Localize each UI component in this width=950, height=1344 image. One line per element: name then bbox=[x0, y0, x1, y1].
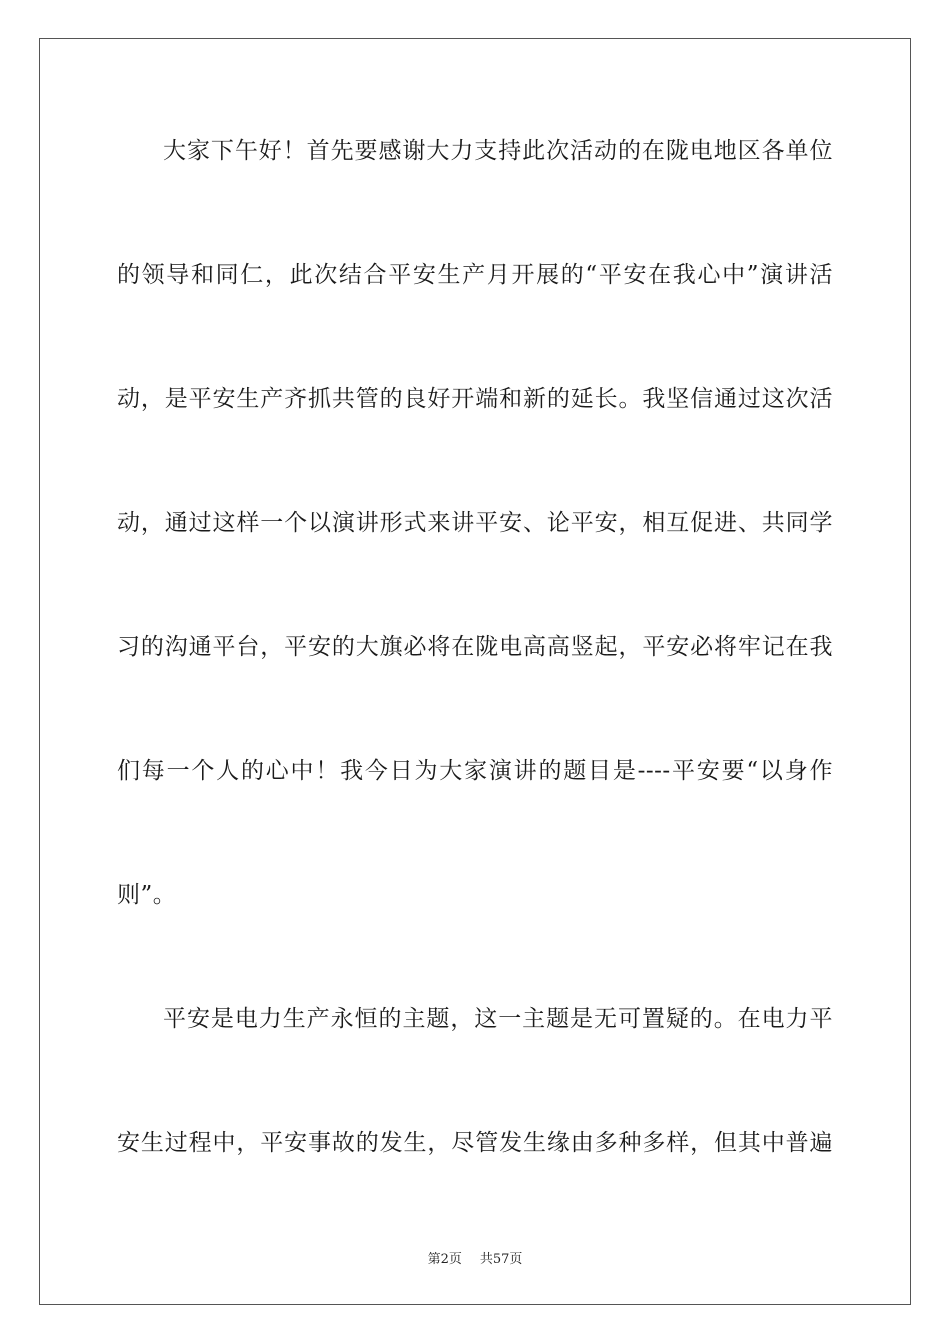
page-border bbox=[39, 38, 911, 1305]
paragraph-1-line-1: 大家下午好！首先要感谢大力支持此次活动的在陇电地区各单位 bbox=[163, 138, 833, 164]
paragraph-1-line-6: 们每一个人的心中！我今日为大家演讲的题目是----平安要“以身作 bbox=[117, 758, 833, 784]
paragraph-2-line-1: 平安是电力生产永恒的主题，这一主题是无可置疑的。在电力平 bbox=[163, 1006, 833, 1032]
page-footer bbox=[0, 1248, 950, 1267]
total-page-count: 共57页 bbox=[479, 1252, 523, 1267]
current-page-number: 第2页 bbox=[427, 1252, 462, 1267]
paragraph-1-line-3: 动，是平安生产齐抓共管的良好开端和新的延长。我坚信通过这次活 bbox=[117, 386, 833, 412]
paragraph-2-line-2: 安生过程中，平安事故的发生，尽管发生缘由多种多样，但其中普遍 bbox=[117, 1130, 833, 1156]
paragraph-1-line-4: 动，通过这样一个以演讲形式来讲平安、论平安，相互促进、共同学 bbox=[117, 510, 833, 536]
paragraph-1-line-5: 习的沟通平台，平安的大旗必将在陇电高高竖起，平安必将牢记在我 bbox=[117, 634, 833, 660]
paragraph-1-line-7: 则”。 bbox=[117, 882, 177, 908]
paragraph-1-line-2: 的领导和同仁，此次结合平安生产月开展的“平安在我心中”演讲活 bbox=[117, 262, 833, 288]
